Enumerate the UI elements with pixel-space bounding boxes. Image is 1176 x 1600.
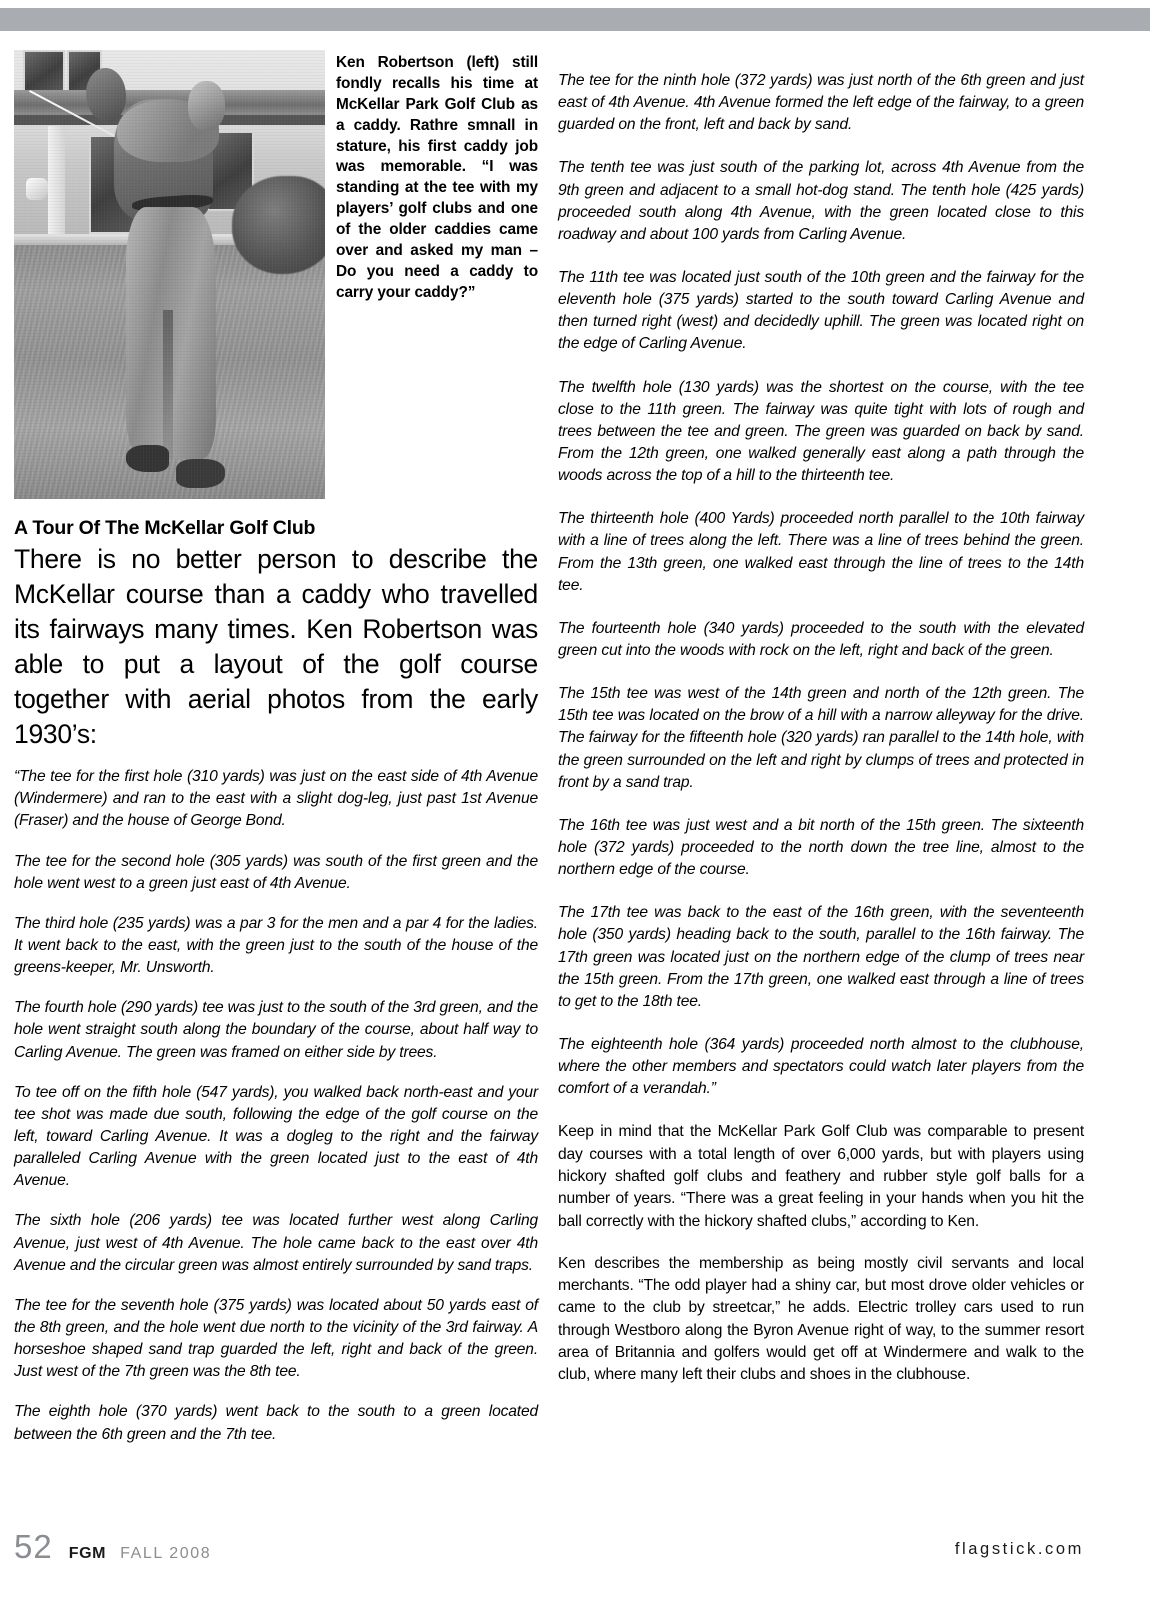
porch-column [48, 126, 65, 243]
golfer-head [86, 68, 126, 122]
body-paragraph: The third hole (235 yards) was a par 3 for the men and a par 4 for the ladies. It went back to the east, with the green just to the south of the house of the greens-keeper, Mr. Unsworth. [14, 914, 538, 977]
photo-caption-block [14, 50, 538, 499]
body-paragraph: The fourteenth hole (340 yards) proceeded to the south with the elevated green cut into the woods with rock on the left, right and back of the green. [558, 619, 1084, 659]
body-paragraph: To tee off on the fifth hole (547 yards), you walked back north-east and your tee shot was made due south, following the edge of the golf course on the left, toward Carling Avenue. It was a dogleg to the right and the fairway paralleled Carling Avenue with the green located just to the east of 4th Avenue. [14, 1083, 538, 1190]
page-number: 52 [14, 1528, 53, 1565]
website-url: flagstick.com [954, 1540, 1084, 1558]
body-paragraph: The sixth hole (206 yards) tee was located further west along Carling Avenue, just west of 4th Avenue. The hole came back to the east over 4th Avenue and the circular green was almost entirely surrounded by sand traps. [14, 1212, 538, 1274]
body-paragraph: The tee for the ninth hole (372 yards) was just north of the 6th green and just east of 4th Avenue. 4th Avenue formed the left edge of the fairway, to a green guarded on the front, left and back by sand. [558, 72, 1084, 134]
left-column [14, 50, 538, 1464]
publication-mark: FGM [68, 1545, 107, 1562]
top-rule [0, 8, 1150, 31]
golfer-shoe [126, 445, 170, 472]
body-paragraph: The 15th tee was west of the 14th green and north of the 12th green. The 15th tee was located on the brow of a hill with a narrow alleyway for the drive. The fairway for the fifteenth hole (320 yards) ran parallel to the 14th hole, with the green surrounded on the left and right by clumps of trees and protected in front by a sand trap. [558, 685, 1084, 791]
right-column [558, 70, 1084, 1407]
issue-label: FALL 2008 [120, 1545, 212, 1562]
body-paragraph: The eighth hole (370 yards) went back to the south to a green located between the 6th green and the 7th tee. [14, 1403, 538, 1443]
body-paragraph: The twelfth hole (130 yards) was the shortest on the course, with the tee close to the 11th green. The fairway was quite tight with lots of rough and trees between the tee and green. The green was guarded on back by sand. From the 12th green, one walked generally east along a path through the woods across the top of a hill to the thirteenth tee. [558, 378, 1084, 485]
clubhouse-window [23, 50, 64, 94]
page-footer [0, 1528, 1176, 1580]
golfer-hands [188, 81, 225, 130]
shrub [232, 176, 325, 275]
body-paragraph: The 11th tee was located just south of the 10th green and the fairway for the eleventh hole (375 yards) started to the south toward Carling Avenue and then turned right (west) and decidedly uphill. The green was located right on the edge of Carling Avenue. [558, 268, 1084, 353]
photo-caption: Ken Robertson (left) still fondly recalls his time at McKellar Park Golf Club as a caddy. Rathre smnall in stature, his first caddy job was memorable. “I was standing at the tee with my players’ golf clubs and one of the older caddies came over and asked my man – Do you need a caddy to carry your caddy?” [336, 54, 538, 301]
footer-left-group [14, 1528, 211, 1566]
body-paragraph: The tenth tee was just south of the parking lot, across 4th Avenue from the 9th green and adjacent to a small hot-dog stand. The tenth hole (425 yards) proceeded south along 4th Avenue, with the green located close to this roadway and about 100 yards from Carling Avenue. [558, 159, 1084, 243]
golfer-leg-shadow [163, 310, 172, 458]
page-content [0, 50, 1176, 1530]
body-paragraph: Keep in mind that the McKellar Park Golf Club was comparable to present day courses with a total length of over 6,000 yards, but with players using hickory shafted golf clubs and feathery and rubber style golf balls for a number of years. “There was a great feeling in your hands when you hit the ball correctly with the hickory shafted clubs,” according to Ken. [558, 1123, 1084, 1230]
body-paragraph: The tee for the second hole (305 yards) was south of the first green and the hole went west to a green just east of 4th Avenue. [14, 852, 538, 892]
body-paragraph: “The tee for the first hole (310 yards) was just on the east side of 4th Avenue (Windermere) and ran to the east with a slight dog-leg, just past 1st Avenue (Fraser) and the house of George Bond. [14, 768, 538, 830]
body-paragraph: The thirteenth hole (400 Yards) proceeded north parallel to the 10th fairway with a line of trees along the left. There was a line of trees behind the green. From the 13th green, one walked east through the line of trees to the 14th tee. [558, 510, 1084, 594]
body-paragraph: The eighteenth hole (364 yards) proceeded north almost to the clubhouse, where the other members and spectators could watch later players from the comfort of a verandah.” [558, 1035, 1084, 1098]
lede-paragraph: There is no better person to describe the McKellar course than a caddy who travelled its fairways many times. Ken Robertson was able to put a layout of the golf course together with aerial photos from the early 1930’s: [14, 544, 538, 750]
golfer-photo [14, 50, 325, 499]
body-paragraph: Ken describes the membership as being mostly civil servants and local merchants. “The odd player had a shiny car, but most drove older vehicles or came to the club by streetcar,” he adds. Electric trolley cars used to run through Westboro along the Byron Avenue right of way, to the summer resort area of Britannia and golfers would get off at Windermere and walk to the club, where many left their clubs and shoes in the clubhouse. [558, 1254, 1084, 1384]
body-paragraph: The tee for the seventh hole (375 yards) was located about 50 yards east of the 8th green, and the hole went due north to the vicinity of the 3rd fairway. A horseshoe shaped sand trap guarded the left, right and back of the green. Just west of the 7th green was the 8th tee. [14, 1296, 538, 1381]
body-paragraph: The fourth hole (290 yards) tee was just to the south of the 3rd green, and the hole went straight south along the boundary of the course, about half way to Carling Avenue. The green was framed on either side by trees. [14, 999, 538, 1061]
section-heading: A Tour Of The McKellar Golf Club [14, 517, 316, 539]
golfer-shoe [176, 459, 226, 488]
club-head [26, 178, 48, 200]
body-paragraph: The 16th tee was just west and a bit north of the 15th green. The sixteenth hole (372 yards) proceeded to the north down the tree line, almost to the northern edge of the course. [558, 816, 1084, 879]
body-paragraph: The 17th tee was back to the east of the 16th green, with the seventeenth hole (350 yards) heading back to the south, parallel to the 16th fairway. The 17th green was located just on the northern edge of the clump of trees near the 15th green. From the 17th green, one walked east through a line of trees to get to the 18th tee. [558, 904, 1084, 1010]
